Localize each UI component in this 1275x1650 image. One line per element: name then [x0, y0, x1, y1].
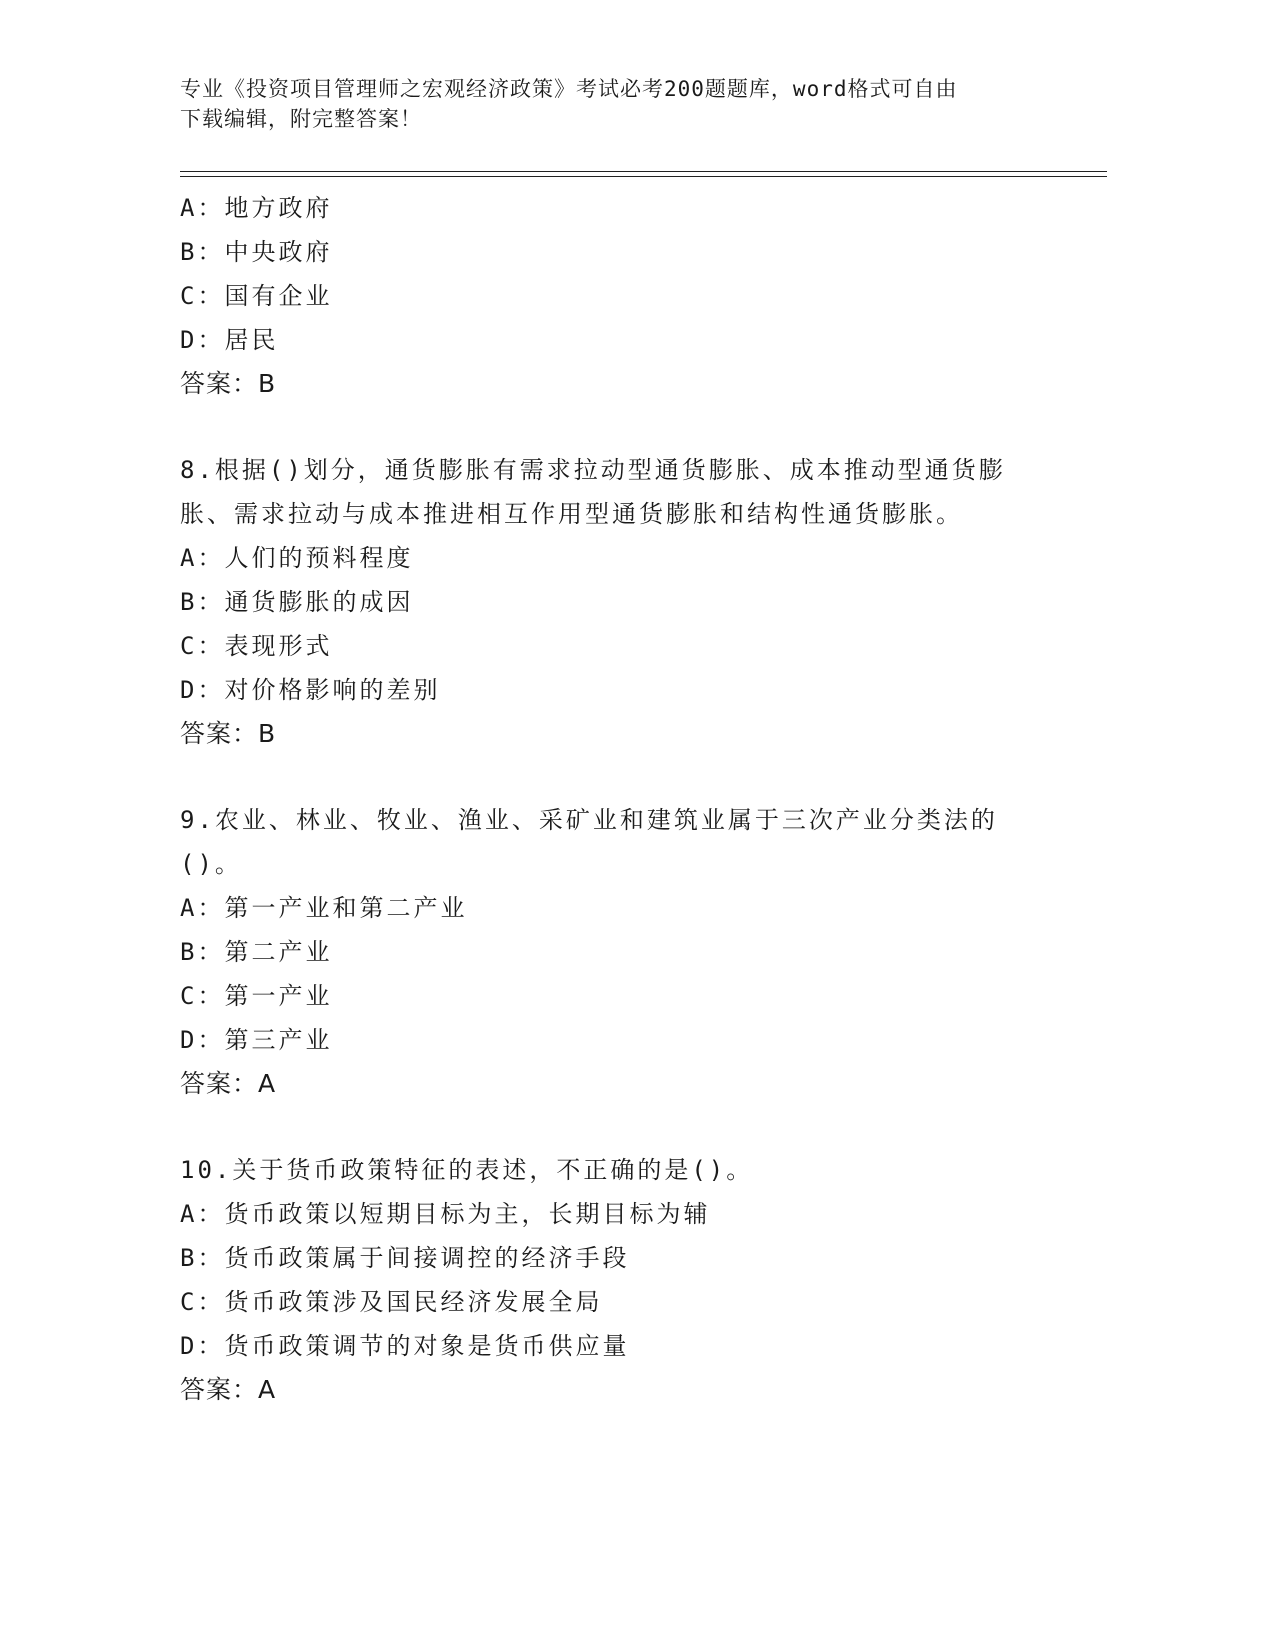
option-d: D：第三产业 [180, 1026, 333, 1054]
option-a: A：货币政策以短期目标为主，长期目标为辅 [180, 1200, 711, 1228]
document-header [180, 74, 1040, 134]
option-a: A：地方政府 [180, 194, 333, 222]
spacer [180, 406, 1040, 448]
answer-line: 答案：A [180, 1069, 277, 1098]
answer-line: 答案：B [180, 369, 277, 398]
option-b: B：通货膨胀的成因 [180, 588, 414, 616]
question-text-line-2: 胀、需求拉动与成本推进相互作用型通货膨胀和结构性通货膨胀。 [180, 500, 963, 528]
question-text-line-1: 8.根据()划分，通货膨胀有需求拉动型通货膨胀、成本推动型通货膨 [180, 456, 1006, 484]
spacer [180, 1106, 1040, 1148]
option-b: B：第二产业 [180, 938, 333, 966]
option-b: B：货币政策属于间接调控的经济手段 [180, 1244, 630, 1272]
question-8 [180, 448, 1040, 756]
question-9 [180, 798, 1040, 1106]
intro-text-line-1: 专业《投资项目管理师之宏观经济政策》考试必考200题题库，word格式可自由 [180, 77, 958, 101]
question-text-line-1: 10.关于货币政策特征的表述，不正确的是()。 [180, 1156, 754, 1184]
option-c: C：货币政策涉及国民经济发展全局 [180, 1288, 603, 1316]
answer-line: 答案：A [180, 1375, 277, 1404]
option-a: A：人们的预料程度 [180, 544, 414, 572]
question-text-line-1: 9.农业、林业、牧业、渔业、采矿业和建筑业属于三次产业分类法的 [180, 806, 998, 834]
answer-line: 答案：B [180, 719, 277, 748]
option-d: D：居民 [180, 326, 279, 354]
spacer [180, 756, 1040, 798]
option-d: D：货币政策调节的对象是货币供应量 [180, 1332, 630, 1360]
intro-text-line-2: 下载编辑，附完整答案！ [180, 107, 422, 131]
option-d: D：对价格影响的差别 [180, 676, 441, 704]
option-c: C：第一产业 [180, 982, 333, 1010]
option-a: A：第一产业和第二产业 [180, 894, 468, 922]
header-divider-thin [180, 171, 1107, 172]
question-list [180, 186, 1040, 1412]
question-text-line-2: ()。 [180, 850, 242, 878]
question-7-continuation [180, 186, 1040, 406]
option-b: B：中央政府 [180, 238, 333, 266]
option-c: C：国有企业 [180, 282, 333, 310]
question-10 [180, 1148, 1040, 1412]
header-divider-thick [180, 176, 1107, 177]
option-c: C：表现形式 [180, 632, 333, 660]
